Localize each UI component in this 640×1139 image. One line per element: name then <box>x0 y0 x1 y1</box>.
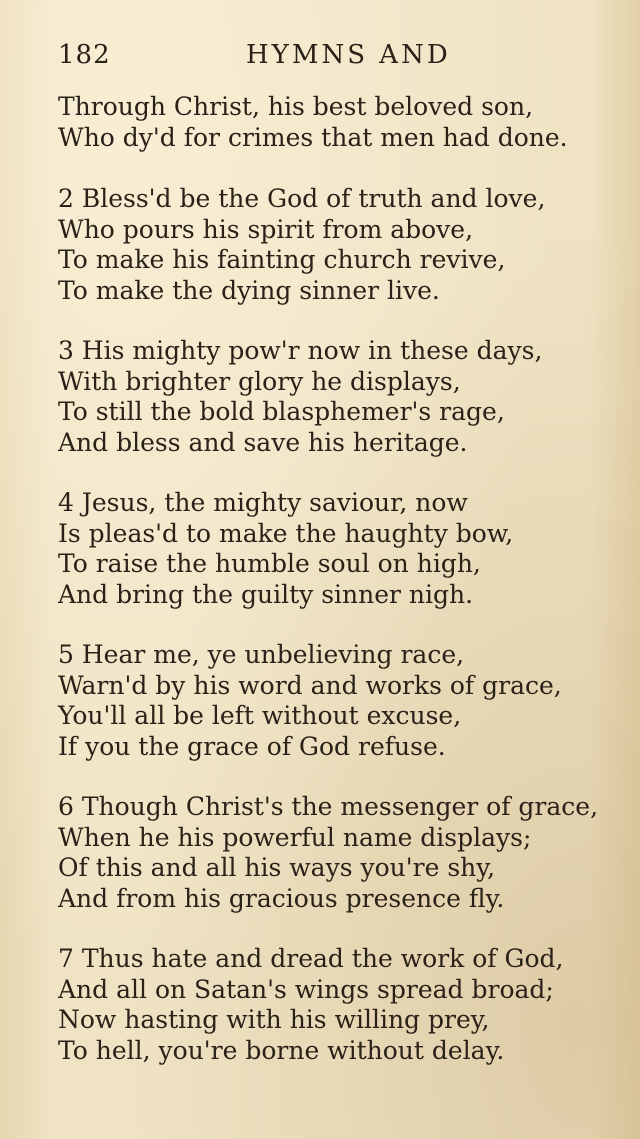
verse-line: You'll all be left without excuse, <box>58 701 462 730</box>
verse-line: Is pleas'd to make the haughty bow, <box>58 518 514 548</box>
verse-line: Now hasting with his willing prey, <box>58 1005 490 1034</box>
verse-line: If you the grace of God refuse. <box>58 731 446 761</box>
verse-line: Of this and all his ways you're shy, <box>58 853 496 882</box>
verse-line: 5 Hear me, ye unbelieving race, <box>58 640 465 669</box>
verse-line: To still the bold blasphemer's rage, <box>58 397 505 426</box>
verse-line: And all on Satan's wings spread broad; <box>58 974 554 1004</box>
verse-line: And from his gracious presence fly. <box>58 883 505 913</box>
verse-line: 7 Thus hate and dread the work of God, <box>58 944 564 973</box>
verse-line: 2 Bless'd be the God of truth and love, <box>58 184 546 213</box>
verse-line: Through Christ, his best beloved son, <box>58 92 534 121</box>
verse-line: To make the dying sinner live. <box>58 275 440 305</box>
hymn-text <box>58 92 618 1096</box>
stanza-3 <box>58 336 618 458</box>
stanza-7 <box>58 944 618 1066</box>
stanza-6 <box>58 792 618 914</box>
stanza-4 <box>58 488 618 610</box>
stanza-continuation <box>58 92 618 153</box>
verse-line: And bring the guilty sinner nigh. <box>58 579 474 609</box>
running-head: HYMNS AND <box>246 40 451 70</box>
verse-line: To make his fainting church revive, <box>58 245 506 274</box>
verse-line: Who dy'd for crimes that men had done. <box>58 122 568 152</box>
verse-line: Warn'd by his word and works of grace, <box>58 670 562 700</box>
stanza-5 <box>58 640 618 762</box>
verse-line: 3 His mighty pow'r now in these days, <box>58 336 543 365</box>
verse-line: 6 Though Christ's the messenger of grace, <box>58 792 599 821</box>
verse-line: Who pours his spirit from above, <box>58 214 474 244</box>
verse-line: And bless and save his heritage. <box>58 427 468 457</box>
verse-line: To hell, you're borne without delay. <box>58 1035 505 1065</box>
page-header <box>58 40 578 76</box>
stanza-2 <box>58 184 618 306</box>
verse-line: When he his powerful name displays; <box>58 822 532 852</box>
page-number: 182 <box>58 40 111 70</box>
verse-line: 4 Jesus, the mighty saviour, now <box>58 488 468 517</box>
verse-line: To raise the humble soul on high, <box>58 549 481 578</box>
verse-line: With brighter glory he displays, <box>58 366 461 396</box>
